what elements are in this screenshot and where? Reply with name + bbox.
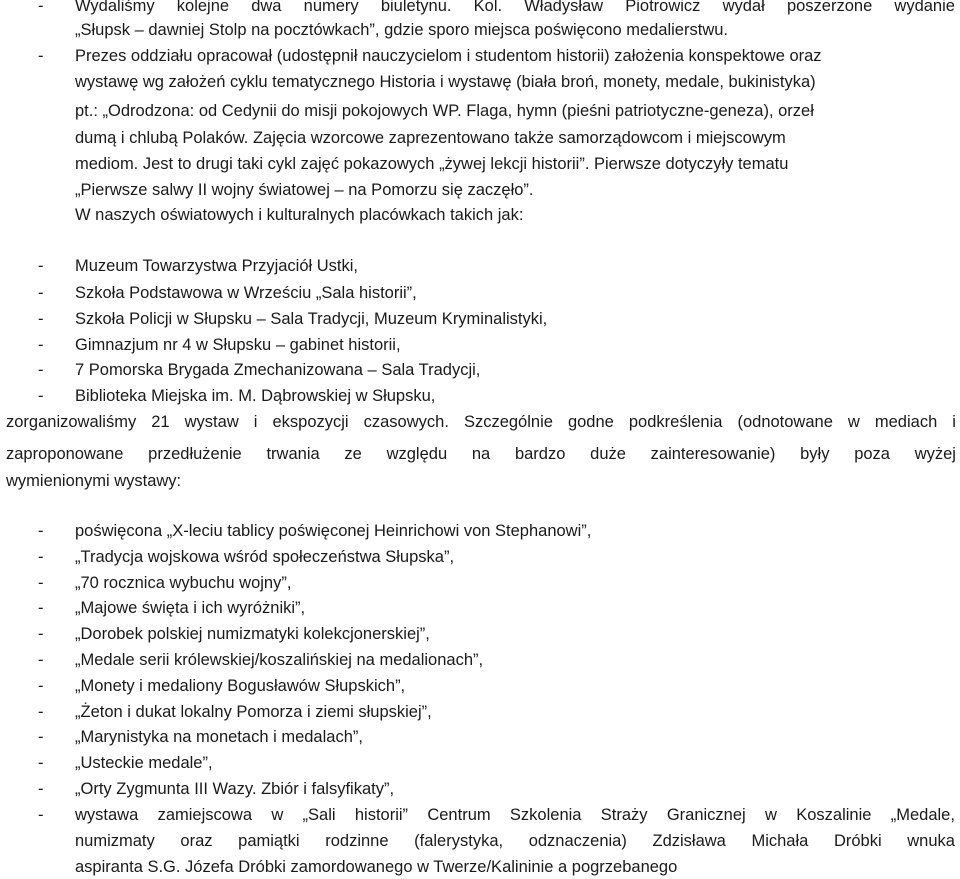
exhibition-title: „Medale serii królewskiej/koszalińskiej na medalionach”, — [75, 651, 484, 669]
exhibition-title: „Marynistyka na monetach i medalach”, — [75, 728, 363, 746]
exhibition-line: wystawa zamiejscowa w „Sali historii” Centrum Szkolenia Straży Granicznej w Koszalinie „Medale, — [75, 806, 955, 824]
bullet-dash: - — [38, 651, 44, 669]
institution-name: Gimnazjum nr 4 w Słupsku – gabinet historii, — [75, 336, 401, 354]
institution-name: Szkoła Podstawowa w Wrześciu „Sala historii”, — [75, 284, 417, 302]
exhibition-line: numizmaty oraz pamiątki rodzinne (falerystyka, odznaczenia) Zdzisława Michała Dróbki wnuka — [75, 832, 955, 850]
exhibition-title: „70 rocznica wybuchu wojny”, — [75, 574, 292, 592]
summary-line: wymienionymi wystawy: — [6, 472, 182, 490]
summary-line: zaproponowane przedłużenie trwania ze względu na bardzo duże zainteresowanie) były poza wyżej — [6, 445, 956, 463]
bullet-dash: - — [38, 728, 44, 746]
bullet-dash: - — [38, 361, 44, 379]
exhibition-line: aspiranta S.G. Józefa Dróbki zamordowanego w Twerze/Kalininie a pogrzebanego — [75, 858, 678, 876]
bullet-dash: - — [38, 703, 44, 721]
exhibition-title: „Dorobek polskiej numizmatyki kolekcjonerskiej”, — [75, 625, 430, 643]
bullet-dash: - — [38, 284, 44, 302]
intro-line: mediom. Jest to drugi taki cykl zajęć pokazowych „żywej lekcji historii”. Pierwsze dotyczyły tematu — [75, 155, 789, 173]
bullet-dash: - — [38, 677, 44, 695]
bullet-dash: - — [38, 806, 44, 824]
bullet-dash: - — [38, 780, 44, 798]
bullet-dash: - — [38, 0, 44, 15]
institution-name: Biblioteka Miejska im. M. Dąbrowskiej w Słupsku, — [75, 387, 436, 405]
intro-line: „Pierwsze salwy II wojny światowej – na Pomorzu się zaczęło”. — [75, 181, 534, 199]
institutions-intro-text: W naszych oświatowych i kulturalnych placówkach takich jak: — [75, 206, 524, 224]
exhibition-title: „Monety i medaliony Bogusławów Słupskich”, — [75, 677, 406, 695]
exhibition-title: poświęcona „X-leciu tablicy poświęconej Heinrichowi von Stephanowi”, — [75, 522, 592, 540]
bullet-dash: - — [38, 574, 44, 592]
intro-line: Prezes oddziału opracował (udostępnił nauczycielom i studentom historii) założenia konspektowe oraz — [75, 47, 822, 65]
intro-line: wystawę wg założeń cyklu tematycznego Historia i wystawę (biała broń, monety, medale, bukinistyka) — [75, 73, 816, 91]
exhibition-title: „Usteckie medale”, — [75, 754, 213, 772]
intro-line: „Słupsk – dawniej Stolp na pocztówkach”, gdzie sporo miejsca poświęcono medalierstwu. — [75, 21, 728, 39]
intro-line: pt.: „Odrodzona: od Cedynii do misji pokojowych WP. Flaga, hymn (pieśni patriotyczne-geneza), orzeł — [75, 102, 814, 120]
bullet-dash: - — [38, 257, 44, 275]
exhibition-title: „Tradycja wojskowa wśród społeczeństwa Słupska”, — [75, 548, 455, 566]
bullet-dash: - — [38, 47, 44, 65]
intro-line: dumą i chlubą Polaków. Zajęcia wzorcowe zaprezentowano także samorządowcom i miejscowym — [75, 129, 786, 147]
bullet-dash: - — [38, 522, 44, 540]
intro-line: Wydaliśmy kolejne dwa numery biuletynu. Kol. Władysław Piotrowicz wydał poszerzone wydanie — [75, 0, 955, 15]
summary-line: zorganizowaliśmy 21 wystaw i ekspozycji czasowych. Szczególnie godne podkreślenia (odnotowane w mediach i — [6, 413, 956, 431]
institution-name: Szkoła Policji w Słupsku – Sala Tradycji, Muzeum Kryminalistyki, — [75, 310, 548, 328]
bullet-dash: - — [38, 336, 44, 354]
bullet-dash: - — [38, 625, 44, 643]
institution-name: 7 Pomorska Brygada Zmechanizowana – Sala Tradycji, — [75, 361, 481, 379]
bullet-dash: - — [38, 310, 44, 328]
institution-name: Muzeum Towarzystwa Przyjaciół Ustki, — [75, 257, 359, 275]
exhibition-title: „Orty Zygmunta III Wazy. Zbiór i falsyfikaty”, — [75, 780, 395, 798]
exhibition-title: „Żeton i dukat lokalny Pomorza i ziemi słupskiej”, — [75, 703, 432, 721]
bullet-dash: - — [38, 387, 44, 405]
exhibition-title: „Majowe święta i ich wyróżniki”, — [75, 599, 306, 617]
bullet-dash: - — [38, 754, 44, 772]
bullet-dash: - — [38, 599, 44, 617]
bullet-dash: - — [38, 548, 44, 566]
